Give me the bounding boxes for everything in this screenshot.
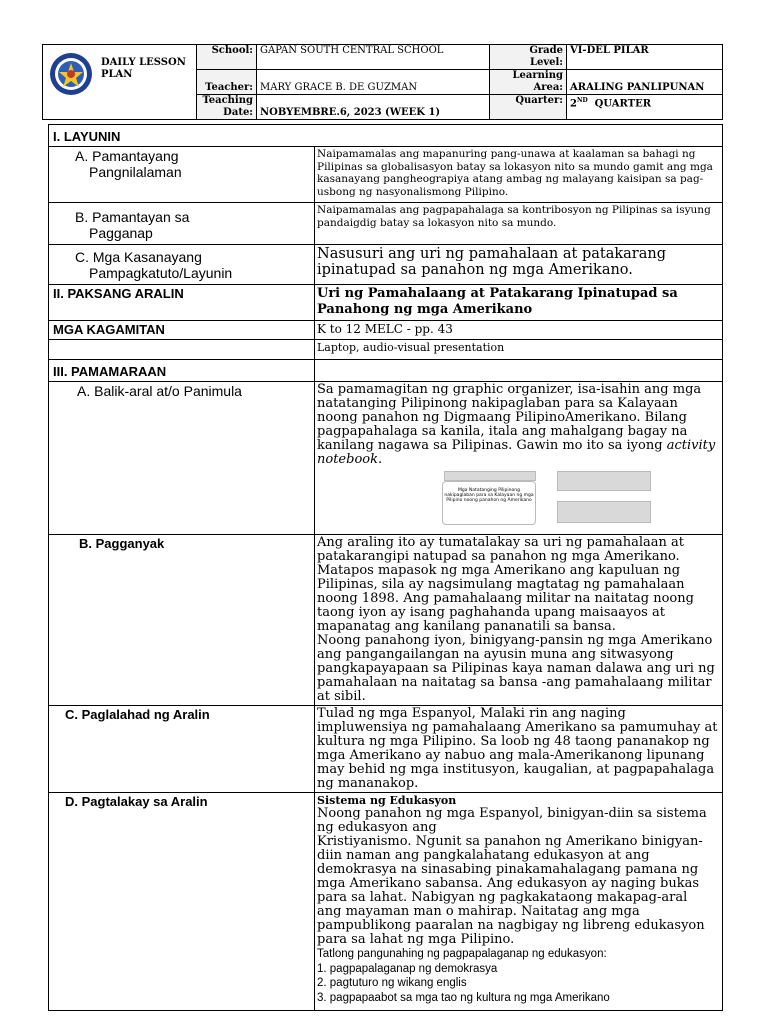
paksang-aralin-text: Uri ng Pamahalaang at Patakarang Ipinatupad sa Panahong ng mga Amerikano <box>315 285 723 321</box>
date-value: NOBYEMBRE.6, 2023 (WEEK 1) <box>257 95 490 120</box>
kagamitan-item-1: K to 12 MELC - pp. 43 <box>315 321 723 340</box>
pagtalakay-cell <box>315 793 723 1011</box>
kagamitan-heading: MGA KAGAMITAN <box>49 321 315 340</box>
paksang-aralin-heading: II. PAKSANG ARALIN <box>49 285 315 321</box>
activity-notebook-text: activity notebook <box>317 438 716 467</box>
lesson-table <box>48 124 723 1011</box>
pagganyak-text-2: Noong panahong iyon, binigyang-pansin ng mga Amerikano ang pangangailangan na ayusin muna ang sitwasyong pangkapayapaan sa Pilipinas kaya naman dalawa ang uri ng pamahalaan na naitatag sa bansa -ang pamahalaang militar at sibil. <box>317 633 715 704</box>
list-item: 1. pagpapalaganap ng demokrasya <box>317 962 498 975</box>
grade-value: VI-DEL PILAR <box>567 45 723 70</box>
pagganyak-text-1: Ang araling ito ay tumatalakay sa uri ng pamahalaan at patakarangipi natupad sa panahon ng mga Amerikano. Matapos mapasok ng mga Amerikano ang kapuluan ng Pilipinas, sila ay nagsimulang magtatag ng pamahalaan noong 1898. Ang pamahalaang militar na naitatag noong taong iyon ay isang paghahanda upang maisaayos at mapanatag ang kanilang pananatili sa bansa. <box>317 535 694 634</box>
pagtalakay-label: D. Pagtalakay sa Aralin <box>49 793 315 1011</box>
list-item: 3. pagpapaabot sa mga tao ng kultura ng mga Amerikano <box>317 991 610 1004</box>
grade-label: Grade Level: <box>490 45 567 70</box>
pagganyak-label: B. Pagganyak <box>49 535 315 706</box>
pamantayang-pangnilalaman-text: Naipamamalas ang mapanuring pang-unawa at kaalaman sa bahagi ng Pilipinas sa globalisasyon batay sa lokasyon nito sa mundo gamit ang mga kasanayang pangheograpiya atang ambag ng malayang kaisipan sa pag-usbong ng nasyonalismong Pilipino. <box>315 147 723 203</box>
kagamitan-item-2: Laptop, audio-visual presentation <box>315 340 723 360</box>
pamantayan-pagganap-text: Naipamamalas ang pagpapahalaga sa kontribosyon ng Pilipinas sa isyung pandaigdig batay sa lokasyon nito sa mundo. <box>315 203 723 245</box>
teacher-value: MARY GRACE B. DE GUZMAN <box>257 70 490 95</box>
sistema-edukasyon-title: Sistema ng Edukasyon <box>317 794 457 807</box>
pagtalakay-text-1: Noong panahon ng mga Espanyol, binigyan-diin sa sistema ng edukasyon ang <box>317 806 707 835</box>
school-label: School: <box>197 45 257 70</box>
organizer-box <box>557 501 651 523</box>
logo-cell <box>43 45 197 120</box>
pamantayan-pagganap-label: B. Pamantayan sa Pagganap <box>49 203 315 245</box>
list-item: 2. pagtuturo ng wikang englis <box>317 977 467 989</box>
school-value: GAPAN SOUTH CENTRAL SCHOOL <box>257 45 490 70</box>
deped-seal-icon <box>49 52 93 96</box>
paglalahad-text: Tulad ng mga Espanyol, Malaki rin ang naging impluwensiya ng pamahalaang Amerikano sa pamumuhay at kultura ng mga Pilipino. Sa loob ng 48 taong pananakop ng mga Amerikano ay nabuo ang mala-Amerikanong lipunang may behid ng mga institusyon, kaugalian, at pagpapahalaga ng mananakop. <box>315 706 723 793</box>
organizer-box <box>444 471 536 481</box>
balik-aral-text: Sa pamamagitan ng graphic organizer, isa-isahin ang mga natatanging Pilipinong nakipaglaban para sa Kalayaan noong panahon ng Digmaang PilipinoAmerikano. Bilang pagpapahalaga sa kanila, itala ang mahalgang bagay na kanilang nagawa sa Pilipinas. Gawin mo ito sa iyong <box>317 382 702 453</box>
organizer-center: Mga Natatanging Pilipinong nakipaglaban para sa Kalayaan ng mga Pilipino noong panahon ng Amerikano <box>442 481 536 525</box>
kasanayang-text: Nasusuri ang uri ng pamahalaan at patakarang ipinatupad sa panahon ng mga Amerikano. <box>315 245 723 285</box>
empty-cell <box>315 360 723 382</box>
balik-aral-label: A. Balik-aral at/o Panimula <box>49 382 315 535</box>
pamantayang-pangnilalaman-label: A. Pamantayang Pangnilalaman <box>49 147 315 203</box>
paglalahad-label: C. Paglalahad ng Aralin <box>49 706 315 793</box>
graphic-organizer <box>317 471 720 533</box>
pamamaraan-heading: III. PAMAMARAAN <box>49 360 315 382</box>
quarter-label: Quarter: <box>490 95 567 120</box>
pagtalakay-text-3: ang mayaman man o mahirap. Naitatag ang mga pampublikong paaralan na nagbigay ng libreng edukasyon para sa lahat ng mga Pilipino. <box>317 904 705 947</box>
date-label: Teaching Date: <box>197 95 257 120</box>
organizer-box <box>557 471 651 491</box>
pagganyak-cell <box>315 535 723 706</box>
area-label: Learning Area: <box>490 70 567 95</box>
pagtalakay-text-2: Kristiyanismo. Ngunit sa panahon ng Amerikano binigyan-diin naman ang pangkalahatang edukasyon at ang demokrasya na sinasabing pinakamahalagang pamana ng mga Amerikano sabansa. Ang edukasyon ay naging bukas para sa lahat. Nabigyan ng pagkakataong makapag-aral <box>317 834 703 905</box>
area-value: ARALING PANLIPUNAN <box>567 70 723 95</box>
header-table <box>42 44 723 120</box>
quarter-value: 2ND QUARTER <box>567 95 723 120</box>
layunin-heading: I. LAYUNIN <box>49 125 723 147</box>
balik-aral-cell: Sa pamamagitan ng graphic organizer, isa-isahin ang mga natatanging Pilipinong nakipaglaban para sa Kalayaan noong panahon ng Digmaang PilipinoAmerikano. Bilang pagpapahalaga sa kanila, itala ang mahalgang bagay na kanilang nagawa sa Pilipinas. Gawin mo ito sa iyong activity notebook. Mga Natatanging Pilipinong nakipaglaban para sa Kalayaan ng mga Pilipino noong panahon ng Amerikano <box>315 382 723 535</box>
empty-cell <box>49 340 315 360</box>
kasanayang-label: C. Mga Kasanayang Pampagkatuto/Layunin <box>49 245 315 285</box>
edukasyon-list-intro: Tatlong pangunahing ng pagpapalaganap ng edukasyon: <box>317 948 607 960</box>
teacher-label: Teacher: <box>197 70 257 95</box>
lesson-plan-title: DAILY LESSON PLAN <box>101 57 186 80</box>
